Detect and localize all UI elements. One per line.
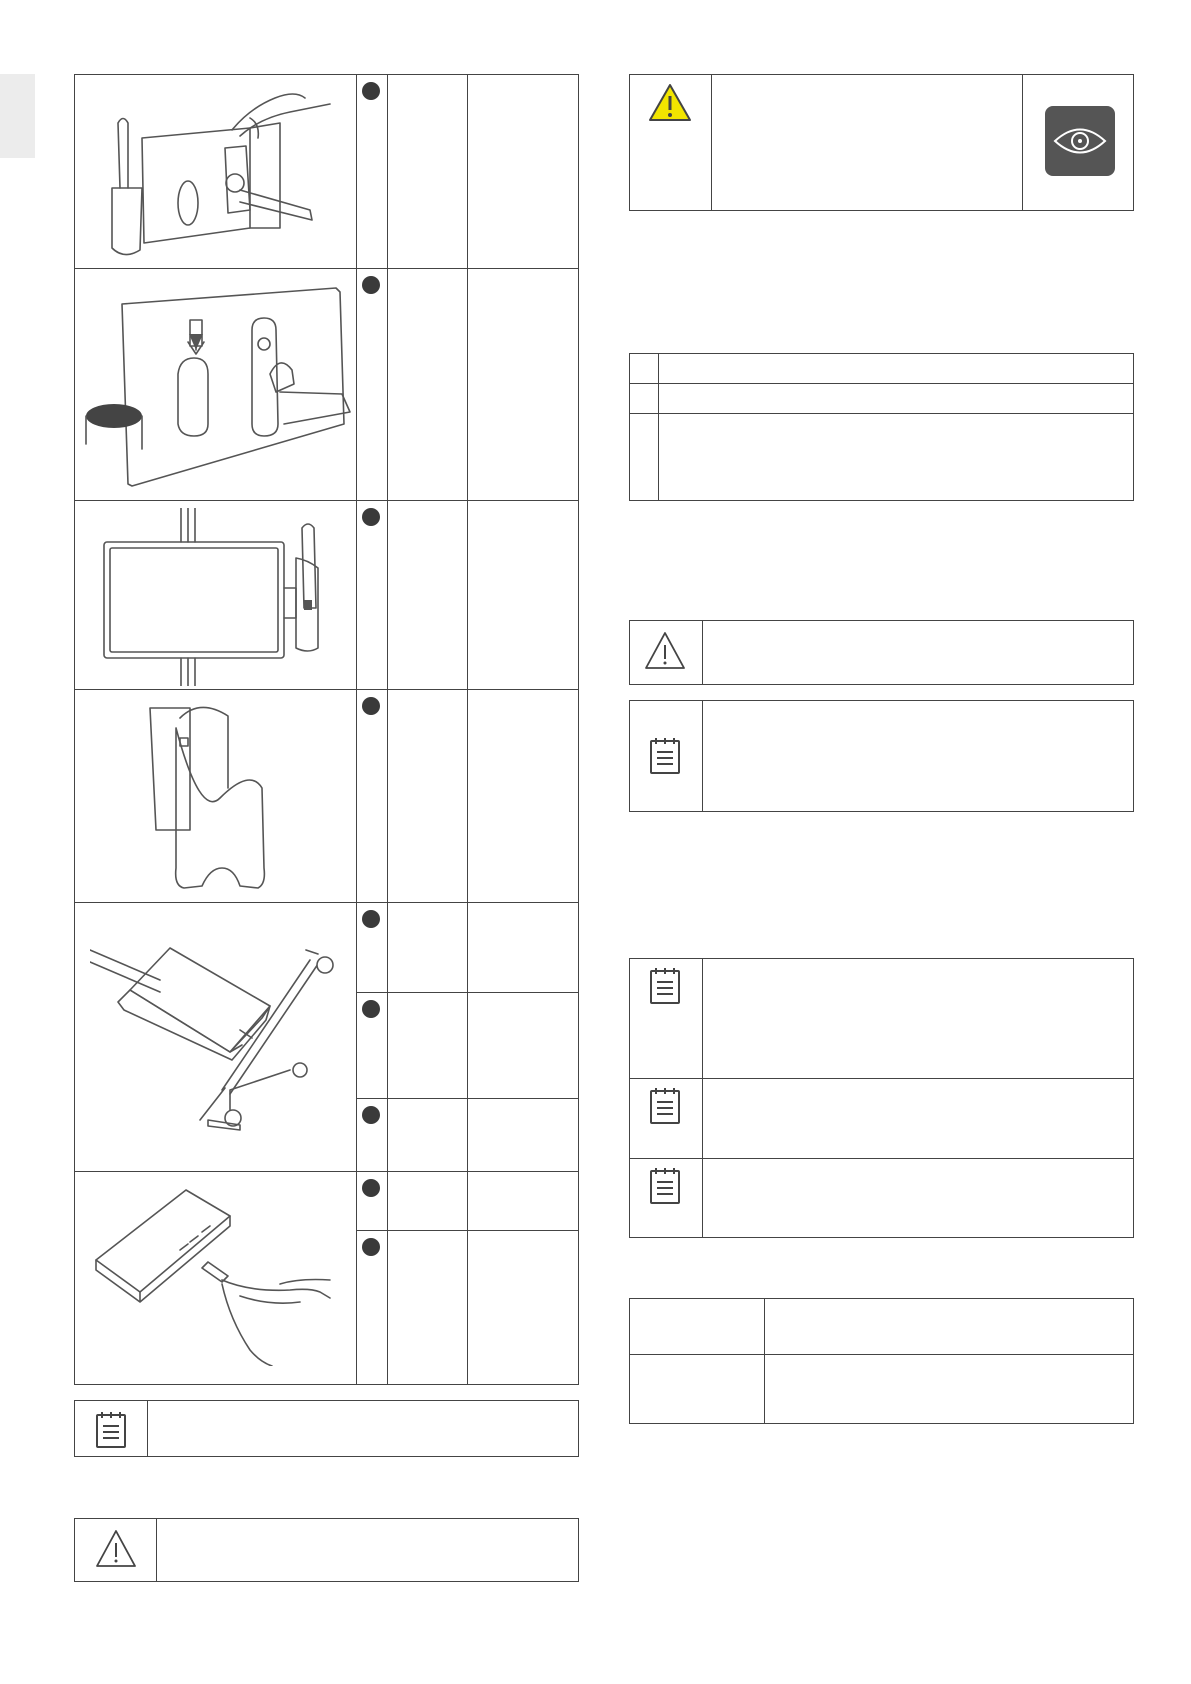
subrow-separator: [356, 1098, 579, 1099]
step-bullet: [362, 82, 380, 100]
subrow-separator: [356, 1230, 579, 1231]
spec-table: [629, 1298, 1134, 1424]
row-separator: [74, 902, 579, 903]
warning-icon: [647, 82, 693, 124]
caution-box: [74, 1518, 579, 1582]
spec-table-divider: [764, 1298, 765, 1424]
note-icon: [647, 1086, 683, 1126]
illustration-scanner-holder: [140, 698, 290, 898]
step-bullet: [362, 1000, 380, 1018]
illustration-display-front-holder: [96, 508, 346, 686]
row-separator: [74, 500, 579, 501]
caution-box: [629, 620, 1134, 685]
caution-divider: [156, 1518, 157, 1582]
table-divider: [387, 74, 388, 1385]
warning-divider: [1022, 74, 1023, 211]
step-bullet: [362, 697, 380, 715]
step-bullet: [362, 1106, 380, 1124]
caution-icon: [94, 1528, 138, 1570]
notes-group-separator: [629, 1158, 1134, 1159]
note-icon: [647, 736, 683, 776]
row-separator: [74, 268, 579, 269]
row-separator: [74, 689, 579, 690]
step-bullet: [362, 508, 380, 526]
notes-group-separator: [629, 1078, 1134, 1079]
illustration-hand-mounting-display: [100, 78, 340, 264]
step-bullet: [362, 1238, 380, 1256]
note-box: [74, 1400, 579, 1457]
notes-group-divider: [702, 958, 703, 1238]
step-bullet: [362, 1179, 380, 1197]
eye-badge: [1045, 106, 1115, 176]
caution-icon: [643, 630, 687, 672]
caution-divider: [702, 620, 703, 685]
note-divider: [147, 1400, 148, 1457]
illustration-display-back-arm: [84, 274, 354, 496]
info-table-divider: [658, 353, 659, 501]
table-divider: [356, 74, 357, 1385]
illustration-plugging-cable: [90, 1180, 346, 1366]
side-tab: [0, 74, 35, 158]
subrow-separator: [356, 992, 579, 993]
row-separator: [74, 1171, 579, 1172]
note-box: [629, 700, 1134, 812]
note-icon: [647, 966, 683, 1006]
note-divider: [702, 700, 703, 812]
illustration-cart-with-display: [90, 920, 350, 1165]
note-icon: [93, 1410, 129, 1450]
eye-icon: [1045, 106, 1115, 176]
step-bullet: [362, 910, 380, 928]
notes-group-box: [629, 958, 1134, 1238]
spec-table-row-separator: [629, 1354, 1134, 1355]
info-table-row-separator: [629, 383, 1134, 384]
step-bullet: [362, 276, 380, 294]
note-icon: [647, 1166, 683, 1206]
warning-divider: [711, 74, 712, 211]
info-table-row-separator: [629, 413, 1134, 414]
info-table: [629, 353, 1134, 501]
table-divider: [467, 74, 468, 1385]
